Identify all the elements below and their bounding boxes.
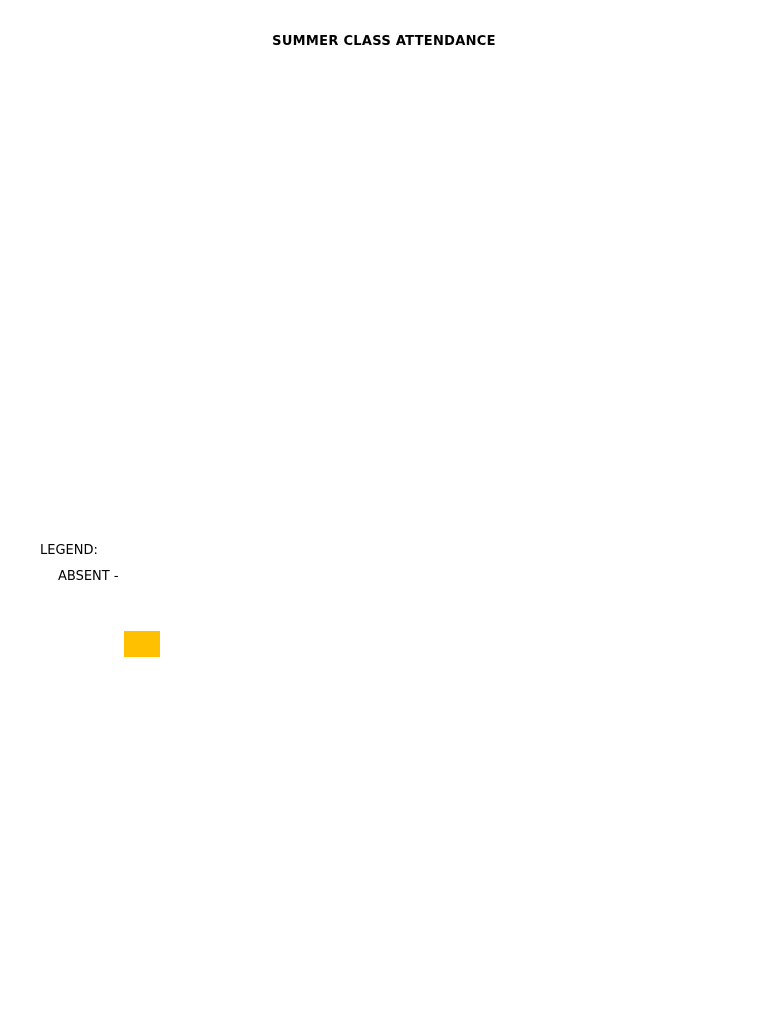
legend-absent-label: ABSENT -: [58, 569, 119, 584]
legend-absent-swatch: [124, 631, 160, 657]
legend-label: LEGEND:: [40, 543, 98, 558]
page-title: SUMMER CLASS ATTENDANCE: [272, 34, 496, 49]
